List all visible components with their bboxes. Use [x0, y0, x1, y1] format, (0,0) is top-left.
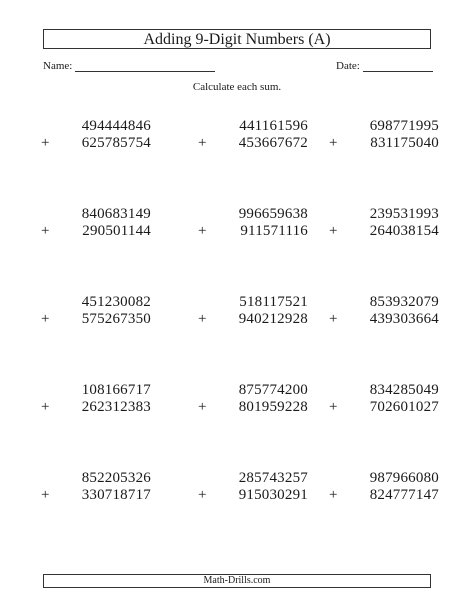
addition-problem: [329, 294, 439, 330]
addend-top: 996659638: [238, 206, 308, 222]
addend-top: 494444846: [81, 118, 151, 134]
name-label: Name:: [43, 60, 73, 72]
addition-problem: [198, 206, 308, 242]
addition-problem: [41, 382, 151, 418]
addition-problem: [329, 118, 439, 154]
addend-top: 875774200: [238, 382, 308, 398]
addend-bottom: 824777147: [369, 487, 439, 503]
addend-bottom: 575267350: [81, 311, 151, 327]
plus-sign: +: [41, 311, 50, 327]
addition-problem: [329, 470, 439, 506]
plus-sign: +: [41, 135, 50, 151]
plus-sign: +: [198, 311, 207, 327]
addition-problem: [198, 382, 308, 418]
footer-credit: Math-Drills.com: [43, 574, 431, 588]
addition-problem: [198, 118, 308, 154]
instructions: Calculate each sum.: [192, 81, 282, 93]
addend-top: 853932079: [369, 294, 439, 310]
plus-sign: +: [198, 399, 207, 415]
addition-problem: [41, 294, 151, 330]
addend-bottom: 702601027: [369, 399, 439, 415]
worksheet-title: Adding 9-Digit Numbers (A): [43, 29, 431, 49]
plus-sign: +: [329, 135, 338, 151]
addend-top: 834285049: [369, 382, 439, 398]
date-label: Date:: [336, 60, 360, 72]
plus-sign: +: [329, 487, 338, 503]
plus-sign: +: [329, 223, 338, 239]
addend-top: 698771995: [369, 118, 439, 134]
date-field-line: [363, 71, 433, 72]
addend-top: 518117521: [239, 294, 308, 310]
plus-sign: +: [41, 487, 50, 503]
addition-problem: [198, 294, 308, 330]
addend-bottom: 439303664: [369, 311, 439, 327]
name-field-line: [75, 71, 215, 72]
plus-sign: +: [329, 311, 338, 327]
name-date-row: [43, 60, 433, 76]
addend-bottom: 940212928: [238, 311, 308, 327]
addend-bottom: 330718717: [81, 487, 151, 503]
addition-problem: [41, 118, 151, 154]
addend-top: 108166717: [81, 382, 151, 398]
addend-bottom: 831175040: [370, 135, 439, 151]
addend-top: 441161596: [239, 118, 308, 134]
addend-bottom: 264038154: [369, 223, 439, 239]
addition-problem: [329, 206, 439, 242]
addend-top: 840683149: [81, 206, 151, 222]
addend-bottom: 911571116: [240, 223, 308, 239]
addend-bottom: 262312383: [81, 399, 151, 415]
addition-problem: [41, 470, 151, 506]
addend-bottom: 290501144: [82, 223, 151, 239]
plus-sign: +: [198, 223, 207, 239]
plus-sign: +: [198, 135, 207, 151]
addition-problem: [198, 470, 308, 506]
addend-top: 239531993: [369, 206, 439, 222]
addition-problem: [329, 382, 439, 418]
addend-bottom: 625785754: [81, 135, 151, 151]
addend-top: 285743257: [238, 470, 308, 486]
addition-problem: [41, 206, 151, 242]
addend-bottom: 453667672: [238, 135, 308, 151]
addend-top: 987966080: [369, 470, 439, 486]
addend-top: 852205326: [81, 470, 151, 486]
plus-sign: +: [41, 399, 50, 415]
plus-sign: +: [329, 399, 338, 415]
addend-bottom: 801959228: [238, 399, 308, 415]
plus-sign: +: [41, 223, 50, 239]
addend-bottom: 915030291: [238, 487, 308, 503]
addend-top: 451230082: [81, 294, 151, 310]
plus-sign: +: [198, 487, 207, 503]
